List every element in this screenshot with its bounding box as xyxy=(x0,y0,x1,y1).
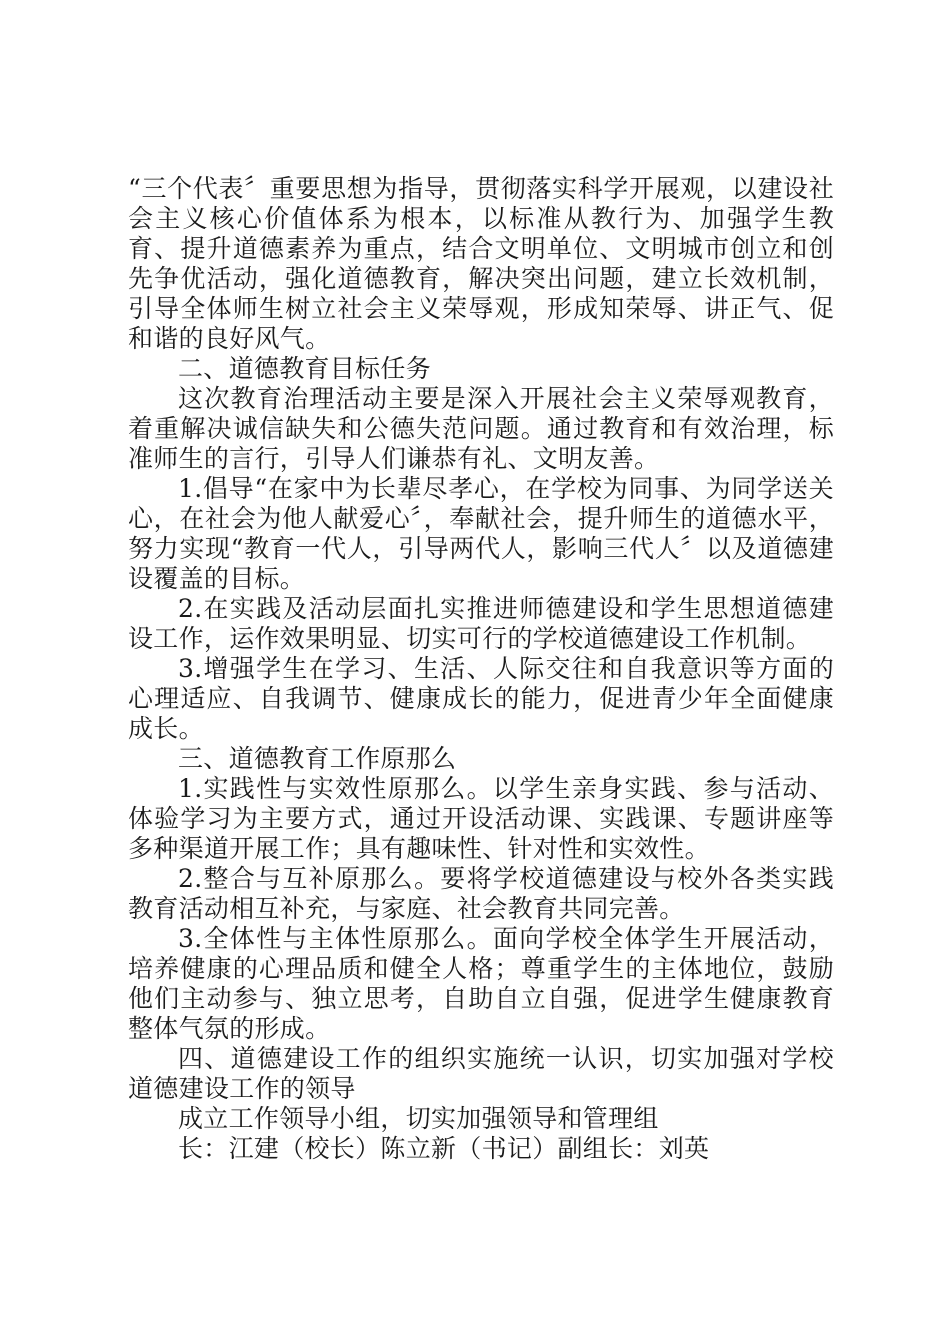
paragraph-section-2-item-2: 2.在实践及活动层面扎实推进师德建设和学生思想道德建设工作，运作效果明显、切实可行的学校道德建设工作机制。 xyxy=(128,594,834,653)
paragraph-section-2-intro: 这次教育治理活动主要是深入开展社会主义荣辱观教育，着重解决诚信缺失和公德失范问题。通过教育和有效治理，标准师生的言行，引导人们谦恭有礼、文明友善。 xyxy=(128,384,834,473)
paragraph-section-3-item-1: 1.实践性与实效性原那么。以学生亲身实践、参与活动、体验学习为主要方式，通过开设活动课、实践课、专题讲座等多种渠道开展工作；具有趣味性、针对性和实效性。 xyxy=(128,774,834,863)
paragraph-section-2-item-3: 3.增强学生在学习、生活、人际交往和自我意识等方面的心理适应、自我调节、健康成长的能力，促进青少年全面健康成长。 xyxy=(128,654,834,743)
heading-section-2: 二、道德教育目标任务 xyxy=(178,354,432,383)
heading-section-4: 四、道德建设工作的组织实施统一认识，切实加强对学校道德建设工作的领导 xyxy=(128,1044,834,1103)
paragraph-section-3-item-3: 3.全体性与主体性原那么。面向学校全体学生开展活动，培养健康的心理品质和健全人格；尊重学生的主体地位，鼓励他们主动参与、独立思考，自助自立自强，促进学生健康教育整体气氛的形成。 xyxy=(128,924,834,1043)
heading-section-3: 三、道德教育工作原那么 xyxy=(178,744,457,773)
paragraph-guiding-ideology: “三个代表〞重要思想为指导，贯彻落实科学开展观，以建设社会主义核心价值体系为根本，以标准从教行为、加强学生教育、提升道德素养为重点，结合文明单位、文明城市创立和创先争优活动，强化道德教育，解决突出问题，建立长效机制，引导全体师生树立社会主义荣辱观，形成知荣辱、讲正气、促和谐的良好风气。 xyxy=(128,174,834,353)
paragraph-section-3-item-2: 2.整合与互补原那么。要将学校道德建设与校外各类实践教育活动相互补充，与家庭、社会教育共同完善。 xyxy=(128,864,834,923)
paragraph-section-2-item-1: 1.倡导“在家中为长辈尽孝心，在学校为同事、为同学送关心，在社会为他人献爱心〞，奉献社会，提升师生的道德水平，努力实现“教育一代人，引导两代人，影响三代人〞以及道德建设覆盖的目标。 xyxy=(128,474,834,593)
paragraph-leadership-members: 长：江建（校长）陈立新（书记）副组长：刘英 xyxy=(178,1134,710,1163)
paragraph-leadership-group: 成立工作领导小组，切实加强领导和管理组 xyxy=(178,1104,659,1133)
document-body xyxy=(128,174,834,1164)
